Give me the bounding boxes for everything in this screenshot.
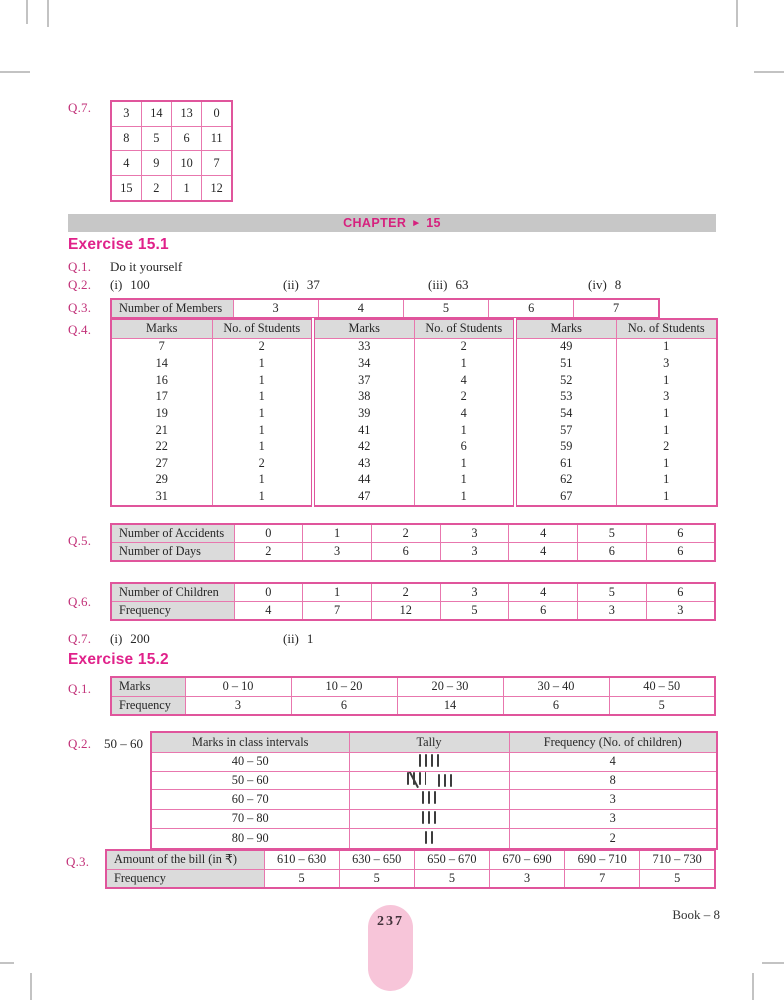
table-row <box>111 583 715 602</box>
table-row <box>111 422 717 439</box>
chapter-banner <box>68 214 716 232</box>
children-frequency-table <box>110 582 716 621</box>
grid-cell: 9 <box>141 151 171 176</box>
crop-mark-top-left-v2 <box>26 0 28 24</box>
table-cell: 43 <box>313 455 414 472</box>
question-label: Q.3. <box>66 854 90 869</box>
row-header: Number of Children <box>111 583 234 602</box>
answer-part <box>283 631 313 647</box>
table-cell: 5 <box>609 696 715 715</box>
table-cell: 1 <box>303 524 372 543</box>
table-cell: 6 <box>414 438 515 455</box>
class-interval: 60 – 70 <box>151 789 349 809</box>
table-cell: 1 <box>212 355 313 372</box>
class-interval: 50 – 60 <box>151 772 349 790</box>
part-number: (i) <box>110 631 123 646</box>
table-cell: 6 <box>509 602 578 621</box>
table-cell: 41 <box>313 422 414 439</box>
answer-part <box>110 631 150 647</box>
table-cell: 3 <box>616 355 717 372</box>
table-row <box>111 602 715 621</box>
table-cell: 1 <box>616 455 717 472</box>
table-row <box>151 752 717 772</box>
table-cell: 7 <box>303 602 372 621</box>
chapter-arrow-icon: ► <box>411 217 422 229</box>
table-row <box>111 543 715 562</box>
table-row <box>111 405 717 422</box>
row-header: Frequency <box>111 602 234 621</box>
table-cell: 0 – 10 <box>185 677 291 696</box>
crop-mark-bottom-right-h <box>762 962 784 964</box>
exercise-15-2-heading: Exercise 15.2 <box>68 651 169 668</box>
table-cell: 47 <box>313 488 414 506</box>
grid-cell: 0 <box>202 101 232 126</box>
table-cell: 670 – 690 <box>489 850 564 869</box>
table-row <box>111 677 715 696</box>
tally-marks <box>349 752 509 772</box>
crop-mark-bottom-left-h <box>0 962 14 964</box>
table-cell: 53 <box>515 388 616 405</box>
table-cell: 3 <box>440 543 509 562</box>
table-cell: 1 <box>616 338 717 355</box>
tally-marks <box>349 809 509 829</box>
row-header: Frequency <box>111 696 185 715</box>
grid-cell: 12 <box>202 176 232 201</box>
table-cell: 54 <box>515 405 616 422</box>
table-cell: 4 <box>509 583 578 602</box>
grid-cell: 2 <box>141 176 171 201</box>
row-header: Amount of the bill (in ₹) <box>106 850 264 869</box>
table-cell: 42 <box>313 438 414 455</box>
table-cell: 14 <box>111 355 212 372</box>
table-cell: 6 <box>371 543 440 562</box>
part-number: (i) <box>110 277 123 292</box>
frequency-value: 4 <box>509 752 717 772</box>
grid-cell: 13 <box>172 101 202 126</box>
class-interval: 80 – 90 <box>151 829 349 849</box>
table-cell: 3 <box>616 388 717 405</box>
missing-interval-answer: 50 – 60 <box>104 736 143 751</box>
row-header: Number of Days <box>111 543 234 562</box>
table-cell: 3 <box>440 583 509 602</box>
grid-cell: 8 <box>111 126 141 151</box>
table-row <box>106 850 715 869</box>
table-cell: 1 <box>616 472 717 489</box>
table-header-row <box>151 732 717 752</box>
part-number: (iv) <box>588 277 607 292</box>
question-label: Q.7. <box>68 100 92 115</box>
table-cell: 5 <box>640 869 715 888</box>
column-header: Marks in class intervals <box>151 732 349 752</box>
answer-number-grid <box>110 100 233 202</box>
chapter-banner-number: 15 <box>426 216 441 230</box>
table-cell: 3 <box>303 543 372 562</box>
table-cell: 6 <box>646 524 715 543</box>
table-cell: 21 <box>111 422 212 439</box>
grid-cell: 6 <box>172 126 202 151</box>
table-cell: 6 <box>578 543 647 562</box>
table-cell: 6 <box>291 696 397 715</box>
column-header: No. of Students <box>414 319 515 338</box>
row-header: Number of Accidents <box>111 524 234 543</box>
question-label: Q.2. <box>68 277 92 292</box>
frequency-value: 3 <box>509 809 717 829</box>
question-label: Q.4. <box>68 322 92 337</box>
column-header: Marks <box>313 319 414 338</box>
table-cell: 1 <box>212 372 313 389</box>
row-header: Frequency <box>106 869 264 888</box>
table-cell: 1 <box>616 488 717 506</box>
tally-table <box>150 731 718 850</box>
table-row <box>111 338 717 355</box>
grid-cell: 15 <box>111 176 141 201</box>
column-header: No. of Students <box>616 319 717 338</box>
table-cell: 44 <box>313 472 414 489</box>
table-cell: 4 <box>509 543 578 562</box>
table-row <box>111 176 232 201</box>
question-label: Q.7. <box>68 631 92 646</box>
table-cell: 0 <box>234 583 303 602</box>
table-cell: 1 <box>414 422 515 439</box>
table-cell: 5 <box>578 524 647 543</box>
table-cell: 1 <box>212 438 313 455</box>
frequency-value: 8 <box>509 772 717 790</box>
marks-frequency-table <box>110 676 716 716</box>
crop-mark-top-right-h <box>754 71 784 73</box>
frequency-value: 2 <box>509 829 717 849</box>
grid-cell: 4 <box>111 151 141 176</box>
part-number: (ii) <box>283 631 299 646</box>
table-cell: 67 <box>515 488 616 506</box>
row-header: Number of Members <box>111 299 233 318</box>
answer-part <box>588 277 621 293</box>
column-header: Tally <box>349 732 509 752</box>
table-cell: 6 <box>489 299 574 318</box>
marks-students-table <box>110 318 718 507</box>
table-cell: 4 <box>414 372 515 389</box>
table-cell: 5 <box>578 583 647 602</box>
table-cell: 3 <box>185 696 291 715</box>
table-cell: 1 <box>212 388 313 405</box>
table-row <box>111 355 717 372</box>
table-cell: 1 <box>303 583 372 602</box>
column-header: Marks <box>515 319 616 338</box>
accidents-days-table <box>110 523 716 562</box>
table-cell: 29 <box>111 472 212 489</box>
table-cell: 7 <box>111 338 212 355</box>
table-cell: 4 <box>509 524 578 543</box>
row-header: Marks <box>111 677 185 696</box>
table-row <box>111 455 717 472</box>
table-cell: 30 – 40 <box>503 677 609 696</box>
table-cell: 2 <box>616 438 717 455</box>
table-cell: 5 <box>403 299 488 318</box>
part-value: 200 <box>130 631 150 646</box>
table-row <box>111 101 232 126</box>
question-label: Q.3. <box>68 300 92 315</box>
table-cell: 51 <box>515 355 616 372</box>
table-row <box>151 789 717 809</box>
table-cell: 1 <box>212 405 313 422</box>
page-number: 237 <box>377 914 404 929</box>
table-cell: 710 – 730 <box>640 850 715 869</box>
table-cell: 2 <box>212 338 313 355</box>
table-cell: 5 <box>339 869 414 888</box>
table-cell: 3 <box>489 869 564 888</box>
table-cell: 3 <box>440 524 509 543</box>
table-row <box>151 772 717 790</box>
part-value: 8 <box>614 277 622 292</box>
tally-marks <box>349 829 509 849</box>
table-cell: 1 <box>616 422 717 439</box>
table-cell: 1 <box>616 372 717 389</box>
question-label: Q.1. <box>68 681 92 696</box>
table-cell: 1 <box>616 405 717 422</box>
table-row <box>111 126 232 151</box>
exercise-15-1-heading: Exercise 15.1 <box>68 236 169 253</box>
question-label: Q.2. <box>68 736 92 751</box>
bill-amount-table <box>105 849 716 889</box>
crop-mark-top-left-v <box>47 0 49 27</box>
table-cell: 1 <box>414 355 515 372</box>
table-cell: 1 <box>414 488 515 506</box>
table-cell: 2 <box>212 455 313 472</box>
table-row <box>111 388 717 405</box>
table-row <box>111 299 659 318</box>
grid-cell: 5 <box>141 126 171 151</box>
chapter-banner-prefix: CHAPTER <box>343 216 407 230</box>
table-cell: 12 <box>371 602 440 621</box>
table-cell: 22 <box>111 438 212 455</box>
table-cell: 5 <box>414 869 489 888</box>
members-table <box>110 298 660 319</box>
table-row <box>111 488 717 506</box>
question-label: Q.1. <box>68 259 92 274</box>
table-row <box>111 151 232 176</box>
table-row <box>151 809 717 829</box>
class-interval: 70 – 80 <box>151 809 349 829</box>
table-cell: 40 – 50 <box>609 677 715 696</box>
answer-text: Do it yourself <box>110 259 183 274</box>
table-cell: 20 – 30 <box>397 677 503 696</box>
grid-cell: 11 <box>202 126 232 151</box>
part-number: (iii) <box>428 277 448 292</box>
question-label: Q.5. <box>68 533 92 548</box>
table-cell: 31 <box>111 488 212 506</box>
table-cell: 6 <box>646 583 715 602</box>
table-row <box>111 438 717 455</box>
table-cell: 57 <box>515 422 616 439</box>
class-interval: 40 – 50 <box>151 752 349 772</box>
table-cell: 5 <box>440 602 509 621</box>
grid-cell: 1 <box>172 176 202 201</box>
table-row <box>111 696 715 715</box>
table-cell: 2 <box>371 524 440 543</box>
grid-cell: 10 <box>172 151 202 176</box>
part-value: 1 <box>306 631 314 646</box>
table-cell: 3 <box>646 602 715 621</box>
table-cell: 59 <box>515 438 616 455</box>
table-cell: 16 <box>111 372 212 389</box>
table-cell: 37 <box>313 372 414 389</box>
table-cell: 3 <box>233 299 318 318</box>
table-cell: 6 <box>646 543 715 562</box>
table-cell: 2 <box>234 543 303 562</box>
part-number: (ii) <box>283 277 299 292</box>
part-value: 63 <box>455 277 469 292</box>
table-cell: 7 <box>574 299 659 318</box>
grid-cell: 14 <box>141 101 171 126</box>
column-header: Marks <box>111 319 212 338</box>
table-header-row <box>111 319 717 338</box>
table-cell: 17 <box>111 388 212 405</box>
table-cell: 49 <box>515 338 616 355</box>
table-cell: 10 – 20 <box>291 677 397 696</box>
grid-cell: 3 <box>111 101 141 126</box>
table-cell: 4 <box>318 299 403 318</box>
table-cell: 7 <box>565 869 640 888</box>
page-number-badge <box>368 905 413 991</box>
table-cell: 630 – 650 <box>339 850 414 869</box>
table-cell: 3 <box>578 602 647 621</box>
table-cell: 33 <box>313 338 414 355</box>
table-row <box>111 472 717 489</box>
grid-cell: 7 <box>202 151 232 176</box>
table-cell: 6 <box>503 696 609 715</box>
table-cell: 52 <box>515 372 616 389</box>
table-cell: 19 <box>111 405 212 422</box>
table-cell: 0 <box>234 524 303 543</box>
table-cell: 34 <box>313 355 414 372</box>
column-header: No. of Students <box>212 319 313 338</box>
table-cell: 39 <box>313 405 414 422</box>
tally-marks <box>349 789 509 809</box>
table-cell: 1 <box>212 488 313 506</box>
table-cell: 2 <box>371 583 440 602</box>
crop-mark-bottom-right-v <box>752 973 754 1000</box>
table-cell: 610 – 630 <box>264 850 339 869</box>
crop-mark-top-left-h <box>0 71 30 73</box>
question-label: Q.6. <box>68 594 92 609</box>
answer-part <box>428 277 469 293</box>
table-row <box>111 524 715 543</box>
table-cell: 4 <box>414 405 515 422</box>
table-cell: 1 <box>212 422 313 439</box>
crop-mark-top-right-v <box>736 0 738 27</box>
table-cell: 650 – 670 <box>414 850 489 869</box>
table-cell: 2 <box>414 338 515 355</box>
table-cell: 1 <box>414 472 515 489</box>
table-cell: 38 <box>313 388 414 405</box>
table-cell: 14 <box>397 696 503 715</box>
table-cell: 5 <box>264 869 339 888</box>
table-cell: 1 <box>414 455 515 472</box>
table-cell: 1 <box>212 472 313 489</box>
table-cell: 2 <box>414 388 515 405</box>
table-row <box>106 869 715 888</box>
table-row <box>111 372 717 389</box>
part-value: 100 <box>130 277 150 292</box>
table-row <box>151 829 717 849</box>
part-value: 37 <box>306 277 320 292</box>
answer-part <box>110 277 150 293</box>
book-label: Book – 8 <box>672 907 720 922</box>
table-cell: 690 – 710 <box>565 850 640 869</box>
column-header: Frequency (No. of children) <box>509 732 717 752</box>
table-cell: 27 <box>111 455 212 472</box>
table-cell: 61 <box>515 455 616 472</box>
table-cell: 4 <box>234 602 303 621</box>
table-cell: 62 <box>515 472 616 489</box>
answer-part <box>283 277 320 293</box>
frequency-value: 3 <box>509 789 717 809</box>
crop-mark-bottom-left-v <box>30 973 32 1000</box>
tally-marks <box>349 772 509 790</box>
